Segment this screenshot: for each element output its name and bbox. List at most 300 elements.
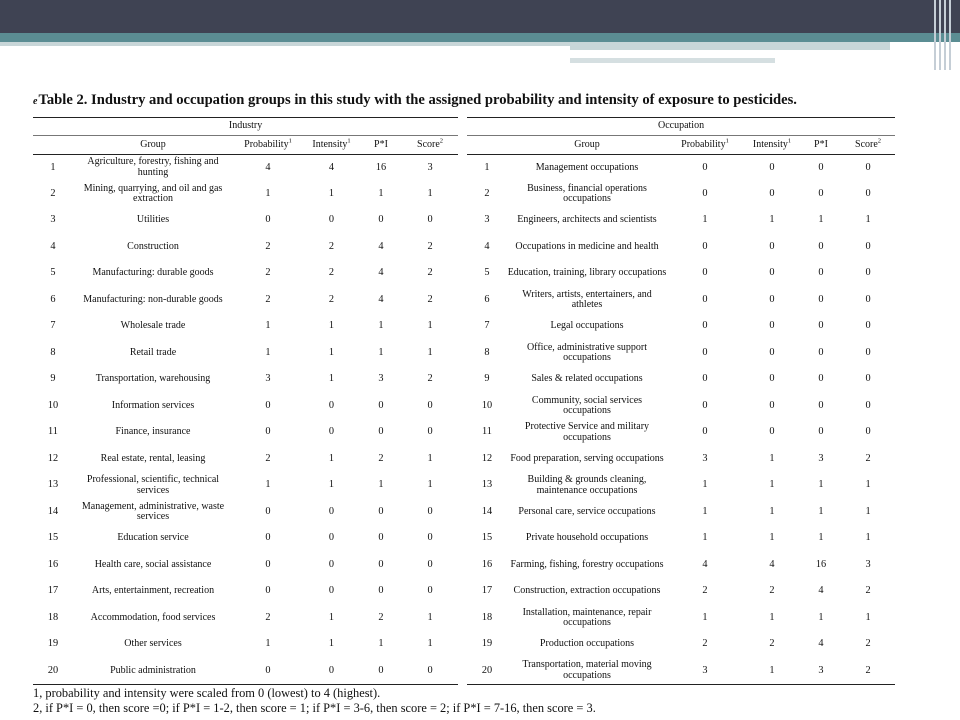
occupation-cell-number: 16 bbox=[481, 558, 493, 570]
occupation-cell-pi: 0 bbox=[818, 320, 824, 332]
footnote-1: 1, probability and intensity were scaled from 0 (lowest) to 4 (highest). bbox=[33, 686, 381, 700]
table-row bbox=[467, 605, 895, 632]
occupation-cell-intensity: 1 bbox=[743, 658, 801, 685]
industry-cell-score: 0 bbox=[427, 399, 433, 411]
industry-cell-group: Public administration bbox=[73, 658, 233, 685]
occupation-section-header: Occupation bbox=[467, 118, 895, 136]
occupation-cell-score: 0 bbox=[865, 293, 871, 305]
industry-cell-probability: 0 bbox=[265, 426, 271, 438]
industry-cell-intensity: 1 bbox=[328, 346, 335, 358]
title-prefix: e bbox=[33, 96, 38, 107]
industry-cell-number: 19 bbox=[47, 638, 59, 650]
industry-cell-group: Transportation, warehousing bbox=[95, 373, 211, 385]
occupation-cell-intensity: 4 bbox=[769, 558, 775, 570]
occupation-cell-intensity: 0 bbox=[769, 293, 775, 305]
industry-cell-probability: 2 bbox=[265, 452, 271, 464]
occupation-cell-group: Engineers, architects and scientists bbox=[517, 214, 657, 226]
industry-cell-number: 17 bbox=[47, 585, 59, 597]
table-row bbox=[33, 526, 458, 553]
table-row bbox=[467, 155, 895, 182]
industry-cell-pi: 0 bbox=[378, 532, 384, 544]
industry-cell-group: Health care, social assistance bbox=[94, 558, 212, 570]
industry-cell-intensity: 0 bbox=[303, 658, 360, 685]
industry-section-header: Industry bbox=[33, 118, 458, 136]
table-row bbox=[33, 632, 458, 659]
industry-cell-intensity: 1 bbox=[328, 611, 335, 623]
occupation-cell-score: 1 bbox=[865, 532, 871, 544]
industry-cell-probability: 4 bbox=[265, 161, 271, 173]
occupation-cell-pi: 0 bbox=[818, 187, 824, 199]
industry-cell-score: 3 bbox=[427, 161, 433, 173]
industry-cell-group: Other services bbox=[124, 638, 182, 650]
industry-cell-number: 16 bbox=[47, 558, 59, 570]
industry-cell-pi: 0 bbox=[378, 426, 384, 438]
industry-cell-score: 0 bbox=[427, 532, 433, 544]
occupation-col-pi: P*I bbox=[801, 136, 841, 155]
industry-cell-number: 3 bbox=[50, 214, 56, 226]
occupation-cell-intensity: 1 bbox=[769, 532, 775, 544]
table-row bbox=[467, 420, 895, 447]
table-row bbox=[33, 499, 458, 526]
occupation-cell-number: 17 bbox=[481, 585, 493, 597]
industry-cell-pi: 0 bbox=[378, 214, 384, 226]
corner-stripes-decoration bbox=[934, 0, 954, 70]
footnote-2: 2, if P*I = 0, then score =0; if P*I = 1-2, then score = 1; if P*I = 3-6, then score = 2; if P*I = 7-16, then score = 3. bbox=[33, 701, 596, 715]
industry-cell-probability: 1 bbox=[265, 187, 271, 199]
industry-cell-group: Management, administrative, waste services bbox=[81, 500, 225, 523]
table-row bbox=[33, 420, 458, 447]
occupation-cell-number: 20 bbox=[467, 658, 507, 685]
occupation-cell-score: 0 bbox=[865, 346, 871, 358]
occupation-cell-score: 2 bbox=[865, 585, 871, 597]
occupation-cell-probability: 0 bbox=[702, 187, 708, 199]
industry-cell-probability: 2 bbox=[265, 293, 271, 305]
occupation-cell-group: Community, social services occupations bbox=[531, 394, 643, 417]
occupation-cell-pi: 0 bbox=[818, 161, 824, 173]
industry-cell-pi: 1 bbox=[378, 638, 384, 650]
industry-cell-score: 0 bbox=[427, 558, 433, 570]
occupation-cell-pi: 4 bbox=[818, 585, 824, 597]
occupation-cell-number: 3 bbox=[484, 214, 490, 226]
industry-col-intensity: Intensity$^1$ bbox=[303, 136, 360, 155]
occupation-cell-score: 2 bbox=[841, 658, 895, 685]
occupation-cell-score: 3 bbox=[865, 558, 871, 570]
occupation-cell-number: 1 bbox=[484, 161, 490, 173]
industry-cell-score: 1 bbox=[427, 346, 433, 358]
occupation-cell-probability: 1 bbox=[702, 479, 708, 491]
occupation-cell-probability: 0 bbox=[702, 320, 708, 332]
occupation-cell-score: 0 bbox=[865, 267, 871, 279]
occupation-cell-probability: 0 bbox=[702, 240, 708, 252]
occupation-cell-number: 9 bbox=[484, 373, 490, 385]
occupation-cell-group: Production occupations bbox=[539, 638, 635, 650]
table-row bbox=[33, 446, 458, 473]
industry-col-pi: P*I bbox=[360, 136, 402, 155]
occupation-cell-intensity: 0 bbox=[769, 399, 775, 411]
industry-cell-probability: 1 bbox=[265, 638, 271, 650]
occupation-cell-number: 11 bbox=[482, 426, 492, 438]
occupation-cell-intensity: 0 bbox=[769, 346, 775, 358]
table-row bbox=[33, 579, 458, 606]
occupation-col-probability: Probability$^1$ bbox=[667, 136, 743, 155]
occupation-cell-number: 18 bbox=[481, 611, 493, 623]
industry-cell-number: 8 bbox=[50, 346, 56, 358]
industry-cell-group: Accommodation, food services bbox=[90, 611, 216, 623]
occupation-cell-group: Writers, artists, entertainers, and athletes bbox=[522, 288, 652, 311]
occupation-cell-group: Installation, maintenance, repair occupations bbox=[522, 606, 652, 629]
occupation-col-number bbox=[467, 136, 507, 155]
industry-col-score: Score$^2$ bbox=[402, 136, 458, 155]
industry-cell-number: 10 bbox=[47, 399, 59, 411]
industry-cell-score: 1 bbox=[427, 187, 433, 199]
industry-cell-intensity: 2 bbox=[328, 293, 335, 305]
industry-cell-intensity: 1 bbox=[328, 479, 335, 491]
industry-cell-number: 5 bbox=[50, 267, 56, 279]
occupation-cell-number: 19 bbox=[481, 638, 493, 650]
industry-cell-score: 0 bbox=[427, 505, 433, 517]
table-row bbox=[467, 552, 895, 579]
industry-cell-pi: 4 bbox=[378, 293, 384, 305]
industry-cell-pi: 2 bbox=[378, 452, 384, 464]
occupation-cell-score: 1 bbox=[865, 214, 871, 226]
occupation-cell-pi: 1 bbox=[818, 505, 824, 517]
industry-cell-group: Professional, scientific, technical services bbox=[86, 474, 220, 496]
table-row bbox=[33, 367, 458, 394]
occupation-cell-number: 10 bbox=[481, 399, 493, 411]
industry-cell-score: 2 bbox=[427, 373, 433, 385]
industry-cell-probability: 1 bbox=[265, 479, 271, 491]
table-row bbox=[467, 499, 895, 526]
table-row bbox=[467, 473, 895, 500]
occupation-cell-group: Sales & related occupations bbox=[531, 373, 643, 385]
industry-cell-score: 1 bbox=[427, 611, 433, 623]
industry-cell-pi: 0 bbox=[378, 399, 384, 411]
industry-cell-intensity: 0 bbox=[328, 585, 335, 597]
industry-cell-group: Finance, insurance bbox=[115, 426, 191, 438]
occupation-cell-probability: 0 bbox=[702, 426, 708, 438]
occupation-cell-pi: 16 bbox=[815, 558, 827, 570]
industry-cell-group: Education service bbox=[117, 532, 189, 544]
occupation-cell-group: Management occupations bbox=[535, 161, 639, 173]
occupation-cell-intensity: 2 bbox=[769, 585, 775, 597]
industry-cell-probability: 0 bbox=[265, 558, 271, 570]
industry-cell-number: 14 bbox=[47, 505, 59, 517]
slide-top-bar bbox=[0, 0, 960, 33]
industry-cell-pi: 4 bbox=[378, 240, 384, 252]
industry-cell-pi: 16 bbox=[375, 161, 387, 173]
table-row bbox=[33, 605, 458, 632]
industry-cell-score: 0 bbox=[402, 658, 458, 685]
industry-cell-probability: 0 bbox=[265, 214, 271, 226]
industry-cell-score: 2 bbox=[427, 240, 433, 252]
industry-cell-group: Wholesale trade bbox=[120, 320, 186, 332]
industry-cell-score: 1 bbox=[427, 320, 433, 332]
industry-col-probability: Probability$^1$ bbox=[233, 136, 303, 155]
occupation-cell-probability: 1 bbox=[702, 611, 708, 623]
occupation-cell-pi: 0 bbox=[818, 373, 824, 385]
occupation-cell-number: 15 bbox=[481, 532, 493, 544]
occupation-cell-number: 14 bbox=[481, 505, 493, 517]
industry-cell-group: Arts, entertainment, recreation bbox=[91, 585, 215, 597]
industry-cell-number: 11 bbox=[48, 426, 58, 438]
industry-table bbox=[33, 117, 458, 685]
occupation-cell-probability: 0 bbox=[702, 161, 708, 173]
table-row bbox=[467, 234, 895, 261]
occupation-cell-group: Food preparation, serving occupations bbox=[510, 452, 664, 464]
occupation-cell-probability: 1 bbox=[702, 214, 708, 226]
table-row bbox=[467, 314, 895, 341]
occupation-cell-group: Transportation, material moving occupations bbox=[507, 658, 667, 685]
industry-cell-score: 1 bbox=[427, 452, 433, 464]
occupation-cell-number: 4 bbox=[484, 240, 490, 252]
occupation-cell-pi: 0 bbox=[818, 426, 824, 438]
table-row bbox=[33, 261, 458, 288]
occupation-cell-group: Legal occupations bbox=[550, 320, 624, 332]
industry-cell-score: 0 bbox=[427, 426, 433, 438]
occupation-cell-intensity: 0 bbox=[769, 426, 775, 438]
occupation-cell-number: 5 bbox=[484, 267, 490, 279]
industry-col-number bbox=[33, 136, 73, 155]
occupation-cell-pi: 1 bbox=[818, 611, 824, 623]
industry-cell-intensity: 0 bbox=[328, 426, 335, 438]
occupation-cell-intensity: 0 bbox=[769, 267, 775, 279]
occupation-cell-group: Occupations in medicine and health bbox=[515, 240, 659, 252]
industry-cell-number: 6 bbox=[50, 293, 56, 305]
occupation-cell-number: 8 bbox=[484, 346, 490, 358]
industry-cell-score: 0 bbox=[427, 214, 433, 226]
title-text: Table 2. Industry and occupation groups in this study with the assigned probability and intensity of exposure to pesticides. bbox=[38, 92, 797, 108]
industry-cell-pi: 2 bbox=[378, 611, 384, 623]
industry-cell-pi: 0 bbox=[378, 585, 384, 597]
industry-cell-probability: 2 bbox=[265, 611, 271, 623]
industry-cell-group: Construction bbox=[127, 240, 179, 252]
industry-cell-group: Manufacturing: durable goods bbox=[92, 267, 214, 279]
occupation-cell-probability: 0 bbox=[702, 267, 708, 279]
slide-accent-line-short bbox=[570, 46, 890, 50]
table-footnotes bbox=[33, 686, 596, 716]
occupation-col-group: Group bbox=[507, 136, 667, 155]
table-row bbox=[467, 261, 895, 288]
table-row bbox=[33, 155, 458, 182]
industry-cell-pi: 0 bbox=[378, 558, 384, 570]
occupation-cell-number: 7 bbox=[484, 320, 490, 332]
occupation-cell-probability: 3 bbox=[702, 452, 708, 464]
industry-cell-number: 20 bbox=[33, 658, 73, 685]
occupation-cell-probability: 0 bbox=[702, 373, 708, 385]
table-row bbox=[467, 287, 895, 314]
occupation-cell-group: Business, financial operations occupations bbox=[527, 182, 647, 205]
industry-cell-probability: 0 bbox=[265, 505, 271, 517]
industry-cell-intensity: 1 bbox=[328, 638, 335, 650]
table-title bbox=[33, 92, 933, 109]
industry-cell-probability: 0 bbox=[265, 585, 271, 597]
industry-cell-group: Manufacturing: non-durable goods bbox=[83, 293, 223, 305]
industry-cell-group: Mining, quarrying, and oil and gas extraction bbox=[83, 182, 223, 205]
industry-cell-pi: 1 bbox=[378, 479, 384, 491]
industry-cell-group: Utilities bbox=[136, 214, 170, 226]
industry-cell-probability: 1 bbox=[265, 346, 271, 358]
occupation-cell-probability: 3 bbox=[667, 658, 743, 685]
industry-cell-intensity: 0 bbox=[328, 399, 335, 411]
industry-cell-number: 7 bbox=[50, 320, 56, 332]
occupation-cell-number: 6 bbox=[484, 293, 490, 305]
industry-cell-probability: 0 bbox=[265, 399, 271, 411]
table-row bbox=[33, 552, 458, 579]
occupation-cell-pi: 3 bbox=[818, 452, 824, 464]
occupation-cell-intensity: 1 bbox=[769, 452, 775, 464]
occupation-cell-intensity: 2 bbox=[769, 638, 775, 650]
occupation-cell-pi: 0 bbox=[818, 346, 824, 358]
occupation-col-intensity: Intensity$^1$ bbox=[743, 136, 801, 155]
occupation-cell-score: 1 bbox=[865, 479, 871, 491]
industry-cell-number: 1 bbox=[50, 161, 56, 173]
industry-cell-intensity: 1 bbox=[328, 320, 335, 332]
occupation-cell-score: 2 bbox=[865, 638, 871, 650]
occupation-cell-score: 0 bbox=[865, 240, 871, 252]
industry-cell-intensity: 2 bbox=[328, 240, 335, 252]
occupation-cell-score: 0 bbox=[865, 320, 871, 332]
industry-cell-score: 2 bbox=[427, 267, 433, 279]
occupation-cell-pi: 0 bbox=[818, 399, 824, 411]
industry-cell-group: Retail trade bbox=[129, 346, 177, 358]
industry-cell-pi: 1 bbox=[378, 320, 384, 332]
occupation-cell-probability: 4 bbox=[702, 558, 708, 570]
table-row bbox=[33, 658, 458, 685]
industry-cell-group: Agriculture, forestry, fishing and hunting bbox=[87, 156, 219, 178]
occupation-cell-probability: 0 bbox=[702, 399, 708, 411]
industry-cell-intensity: 0 bbox=[328, 505, 335, 517]
table-row bbox=[467, 393, 895, 420]
occupation-cell-pi: 0 bbox=[818, 293, 824, 305]
table-row bbox=[467, 658, 895, 685]
industry-cell-pi: 1 bbox=[378, 346, 384, 358]
occupation-cell-group: Office, administrative support occupations bbox=[526, 341, 648, 364]
industry-cell-probability: 3 bbox=[265, 373, 271, 385]
occupation-cell-group: Education, training, library occupations bbox=[507, 267, 667, 279]
occupation-cell-score: 0 bbox=[865, 399, 871, 411]
table-row bbox=[467, 208, 895, 235]
slide-accent-band bbox=[0, 33, 960, 42]
industry-cell-number: 15 bbox=[47, 532, 59, 544]
occupation-cell-score: 0 bbox=[865, 187, 871, 199]
occupation-cell-score: 0 bbox=[865, 161, 871, 173]
table-row bbox=[467, 579, 895, 606]
table-row bbox=[33, 208, 458, 235]
occupation-cell-probability: 1 bbox=[702, 532, 708, 544]
occupation-cell-intensity: 0 bbox=[769, 187, 775, 199]
table-row bbox=[467, 181, 895, 208]
industry-cell-pi: 1 bbox=[378, 187, 384, 199]
occupation-cell-group: Farming, fishing, forestry occupations bbox=[510, 558, 664, 570]
industry-cell-group: Information services bbox=[111, 399, 195, 411]
industry-cell-probability: 0 bbox=[265, 532, 271, 544]
occupation-cell-probability: 1 bbox=[702, 505, 708, 517]
industry-cell-intensity: 1 bbox=[328, 187, 335, 199]
industry-cell-score: 1 bbox=[427, 479, 433, 491]
table-row bbox=[467, 446, 895, 473]
table-row bbox=[33, 234, 458, 261]
table-row bbox=[467, 526, 895, 553]
occupation-cell-number: 13 bbox=[481, 479, 493, 491]
industry-col-group: Group bbox=[73, 136, 233, 155]
industry-cell-intensity: 4 bbox=[328, 161, 335, 173]
occupation-cell-intensity: 1 bbox=[769, 611, 775, 623]
table-row bbox=[33, 181, 458, 208]
occupation-cell-pi: 0 bbox=[818, 240, 824, 252]
occupation-table-body bbox=[467, 155, 895, 685]
slide-accent-line-lower bbox=[570, 58, 775, 63]
table-row bbox=[467, 367, 895, 394]
industry-cell-pi: 4 bbox=[378, 267, 384, 279]
table-row bbox=[33, 473, 458, 500]
occupation-cell-pi: 1 bbox=[818, 479, 824, 491]
occupation-cell-group: Building & grounds cleaning, maintenance occupations bbox=[527, 474, 647, 496]
occupation-cell-pi: 3 bbox=[801, 658, 841, 685]
occupation-cell-number: 12 bbox=[481, 452, 493, 464]
occupation-cell-intensity: 0 bbox=[769, 240, 775, 252]
industry-table-body bbox=[33, 155, 458, 685]
industry-cell-pi: 0 bbox=[360, 658, 402, 685]
occupation-cell-probability: 2 bbox=[702, 585, 708, 597]
occupation-cell-score: 0 bbox=[865, 426, 871, 438]
industry-cell-number: 4 bbox=[50, 240, 56, 252]
occupation-cell-group: Construction, extraction occupations bbox=[513, 585, 661, 597]
industry-cell-number: 13 bbox=[47, 479, 59, 491]
occupation-cell-group: Personal care, service occupations bbox=[518, 505, 656, 517]
industry-cell-intensity: 0 bbox=[328, 532, 335, 544]
industry-cell-probability: 2 bbox=[265, 267, 271, 279]
table-row bbox=[33, 340, 458, 367]
occupation-cell-pi: 1 bbox=[818, 532, 824, 544]
occupation-cell-intensity: 0 bbox=[769, 320, 775, 332]
industry-cell-pi: 3 bbox=[378, 373, 384, 385]
table-row bbox=[33, 393, 458, 420]
industry-cell-intensity: 0 bbox=[328, 214, 335, 226]
occupation-cell-intensity: 1 bbox=[769, 505, 775, 517]
occupation-col-score: Score$^2$ bbox=[841, 136, 895, 155]
industry-cell-probability: 2 bbox=[265, 240, 271, 252]
occupation-cell-probability: 0 bbox=[702, 293, 708, 305]
occupation-cell-number: 2 bbox=[484, 187, 490, 199]
occupation-table bbox=[467, 117, 895, 685]
industry-cell-pi: 0 bbox=[378, 505, 384, 517]
industry-cell-group: Real estate, rental, leasing bbox=[100, 452, 206, 464]
occupation-cell-group: Private household occupations bbox=[525, 532, 649, 544]
table-row bbox=[33, 287, 458, 314]
occupation-cell-intensity: 1 bbox=[769, 214, 775, 226]
occupation-cell-intensity: 0 bbox=[769, 161, 775, 173]
occupation-cell-probability: 2 bbox=[702, 638, 708, 650]
occupation-cell-intensity: 1 bbox=[769, 479, 775, 491]
occupation-cell-score: 2 bbox=[865, 452, 871, 464]
industry-cell-score: 1 bbox=[427, 638, 433, 650]
table-row bbox=[33, 314, 458, 341]
occupation-cell-pi: 4 bbox=[818, 638, 824, 650]
occupation-cell-probability: 0 bbox=[702, 346, 708, 358]
occupation-cell-intensity: 0 bbox=[769, 373, 775, 385]
industry-cell-intensity: 1 bbox=[328, 373, 335, 385]
industry-cell-number: 2 bbox=[50, 187, 56, 199]
industry-cell-intensity: 1 bbox=[328, 452, 335, 464]
occupation-cell-score: 1 bbox=[865, 611, 871, 623]
industry-cell-score: 2 bbox=[427, 293, 433, 305]
industry-cell-score: 0 bbox=[427, 585, 433, 597]
occupation-cell-score: 1 bbox=[865, 505, 871, 517]
occupation-cell-pi: 0 bbox=[818, 267, 824, 279]
occupation-cell-score: 0 bbox=[865, 373, 871, 385]
industry-cell-intensity: 2 bbox=[328, 267, 335, 279]
industry-cell-number: 18 bbox=[47, 611, 59, 623]
